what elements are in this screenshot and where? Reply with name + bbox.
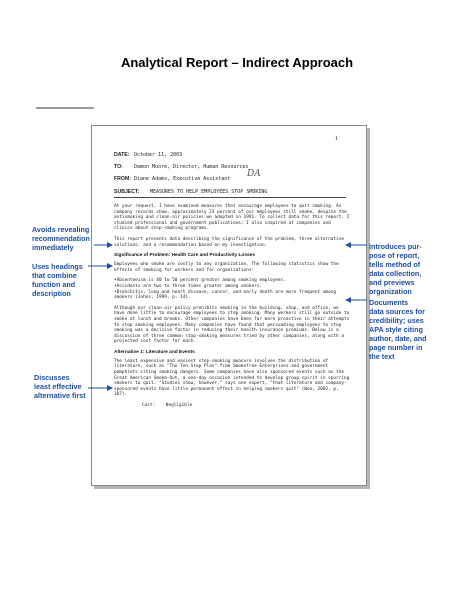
body-paragraph-statistics: Employees who smoke are costly to any organization. The following statistics show the effects of smoking for workers and for organizations:	[114, 262, 339, 273]
memo-date-value: October 11, 2003	[134, 152, 183, 158]
note-least-effective: Discusses least effective alternative first	[34, 373, 86, 400]
bullet-item: •Accidents are two to three times greater among smokers.	[114, 283, 263, 289]
page-title: Analytical Report – Indirect Approach	[120, 55, 354, 70]
body-paragraph-intro: At your request, I have examined measures that encourage employees to quit smoking. As company records show, approximately 23 percent of our employees still smoke, despite the antismoking and clean-air policies we adopted in 1991. To collect data for this report, I studied professional and government publications; I also inquired at companies and clinics about stop-smoking programs.	[114, 204, 350, 232]
body-paragraph-preview: This report presents data describing the significance of the problem, three alternative solutions, and a recommendation based on my investigation.	[114, 236, 344, 248]
memo-from-value: Diane Adams, Executive Assistant	[134, 176, 231, 183]
heading-alternative-1: Alternative 1: Literature and Events	[114, 349, 195, 355]
heading-significance: Significance of Problem: Health Care and Productivity Losses	[114, 253, 256, 259]
cost-label: Cost:	[142, 403, 156, 409]
memo-from-label: FROM:	[114, 176, 131, 183]
memo-to-label: TO:	[114, 164, 123, 171]
memo-to-value: Damon Moore, Director, Human Resources	[134, 164, 249, 171]
body-paragraph-policy: Although our clean-air policy prohibits smoking in the building, shop, and office, we have done little to encourage employees to stop smoking. Many workers still go outside to smoke at lunch and breaks. Other companies have been far more proactive in their attempts to stop smoking employees. Many companies have found that persuading employees to stop smoking was a decisive factor in reducing their health insurance premiums. Below is a discussion of three common stop-smoking measures tried by other companies, along with a projected cost factor for each.	[114, 305, 350, 345]
bullet-item: •Absenteeism is 40 to 50 percent greater among smoking employees.	[114, 278, 286, 284]
body-paragraph-literature: The least expensive and easiest stop-smoking measure involves the distribution of literature, such as "The Ten-Step Plan" from Smokefree Enterprises and government pamphlets citing smoking dangers. Some companies have also sponsored events such as the Great American Smoke-Out, a one-day occasion intended to develop group spirit in spurring smokers to quit. "Studies show, however," says one expert, "that literature and company-sponsored events have little permanent effect in helping smokers quit" (Woo, 2002, p. 107).	[114, 358, 350, 398]
memo-subject-label: SUBJECT:	[114, 188, 140, 195]
note-introduces-purpose: Introduces pur- pose of report, tells method of data collection, and previews organization	[369, 242, 422, 296]
note-uses-headings: Uses headings that combine function and description	[32, 262, 83, 298]
page-number: 1	[335, 136, 338, 142]
memo-date-label: DATE:	[114, 152, 130, 158]
note-avoids-revealing: Avoids revealing recommendation immediately	[32, 225, 90, 252]
note-documents-sources: Documents data sources for credibility; uses APA style citing author, date, and page number in the text	[369, 298, 427, 361]
memo-subject-value: MEASURES TO HELP EMPLOYEES STOP SMOKING	[150, 188, 268, 195]
cost-value: Negligible	[165, 403, 193, 409]
bullet-item: •Bronchitis, lung and heart disease, cancer, and early death are more frequent among smokers (Johns, 1999, p. 14).	[114, 289, 337, 301]
handwritten-initials: DA	[247, 169, 261, 179]
